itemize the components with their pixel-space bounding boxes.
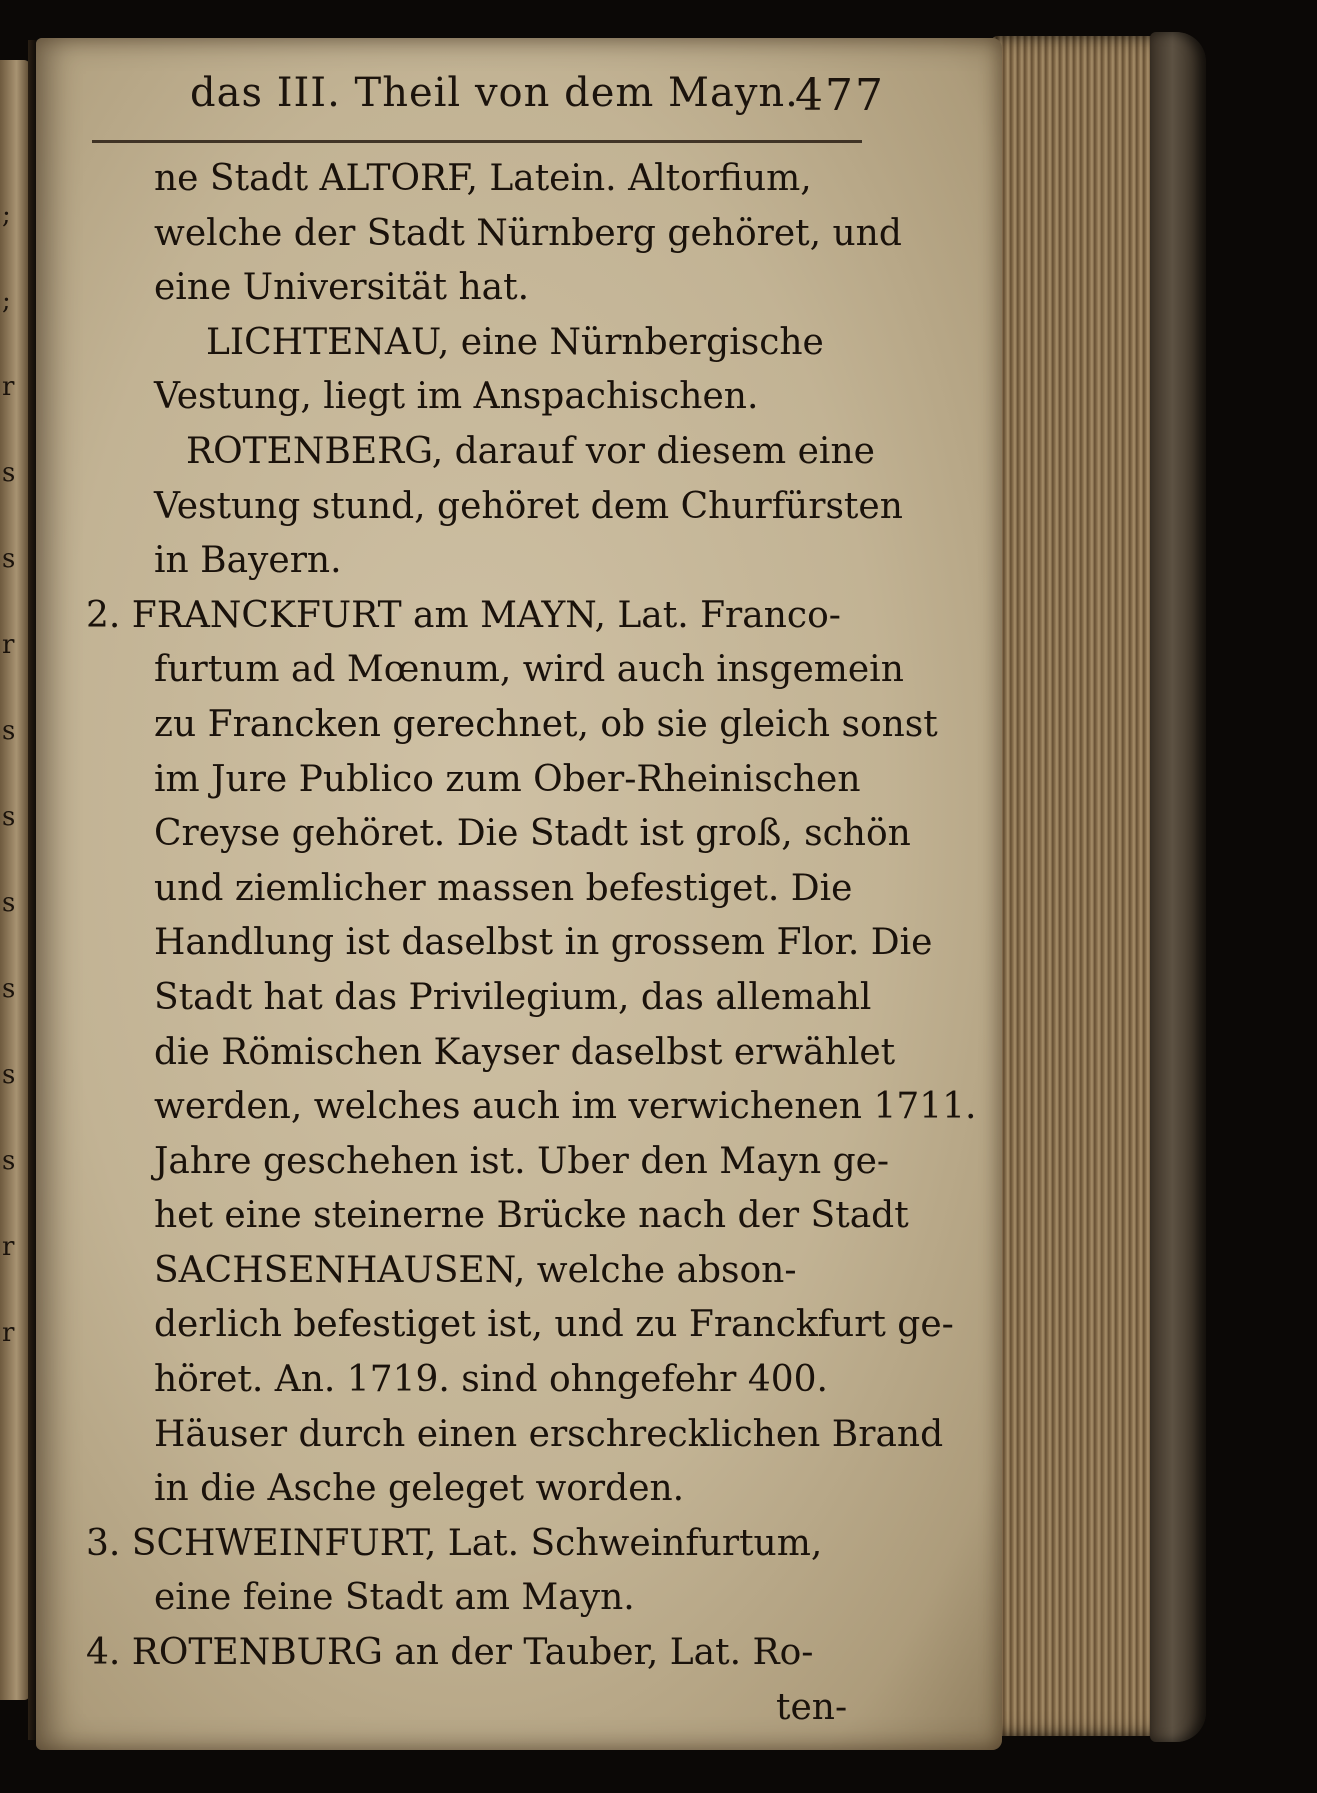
text-line: eine Universität hat. (154, 267, 530, 309)
text-line: höret. An. 1719. sind ohngefehr 400. (154, 1359, 828, 1401)
book-binding (1150, 32, 1206, 1742)
left-mark: r (2, 630, 15, 660)
text-line: ROTENBERG, darauf vor diesem eine (186, 430, 875, 472)
left-mark: ; (2, 200, 11, 230)
left-mark: r (2, 372, 15, 402)
text-line: welche der Stadt Nürnberg gehöret, und (154, 212, 902, 254)
left-mark: r (2, 1318, 15, 1348)
page-number: 477 (795, 70, 885, 121)
text-line: 4. ROTENBURG an der Tauber, Lat. Ro- (86, 1632, 814, 1674)
text-line: Jahre geschehen ist. Uber den Mayn ge- (154, 1140, 890, 1182)
left-mark: s (2, 458, 16, 488)
left-mark: s (2, 802, 16, 832)
text-line: derlich befestiget ist, und zu Franckfurt ge- (154, 1304, 954, 1346)
text-line: werden, welches auch im verwichenen 1711. (154, 1086, 977, 1128)
text-line: zu Francken gerechnet, ob sie gleich sonst (154, 703, 938, 745)
text-line: in die Asche geleget worden. (154, 1468, 685, 1510)
text-line: im Jure Publico zum Ober-Rheinischen (154, 758, 861, 800)
left-mark: ; (2, 286, 11, 316)
left-mark: s (2, 716, 16, 746)
text-line: eine feine Stadt am Mayn. (154, 1577, 635, 1619)
text-line: in Bayern. (154, 540, 342, 582)
text-line: Stadt hat das Privilegium, das allemahl (154, 976, 872, 1018)
running-head: das III. Theil von dem Mayn. (190, 70, 799, 116)
text-line: die Römischen Kayser daselbst erwählet (154, 1031, 896, 1073)
header-rule (92, 140, 862, 143)
left-mark: s (2, 1146, 16, 1176)
text-line: 2. FRANCKFURT am MAYN, Lat. Franco- (86, 594, 841, 636)
text-line: und ziemlicher massen befestiget. Die (154, 867, 853, 909)
text-line: Creyse gehöret. Die Stadt ist groß, schön (154, 813, 911, 855)
text-line: het eine steinerne Brücke nach der Stadt (154, 1195, 909, 1237)
left-mark: s (2, 974, 16, 1004)
text-line: furtum ad Mœnum, wird auch insgemein (154, 649, 904, 691)
body-text (86, 152, 977, 1735)
left-mark: s (2, 544, 16, 574)
text-line: SACHSENHAUSEN, welche abson- (154, 1249, 797, 1291)
text-line: Vestung, liegt im Anspachischen. (154, 376, 759, 418)
text-line: Handlung ist daselbst in grossem Flor. Die (154, 922, 933, 964)
text-line: 3. SCHWEINFURT, Lat. Schweinfurtum, (86, 1522, 823, 1564)
text-line: LICHTENAU, eine Nürnbergische (206, 321, 824, 363)
text-line: Vestung stund, gehöret dem Churfürsten (154, 485, 903, 527)
left-mark: r (2, 1232, 15, 1262)
left-mark: s (2, 1060, 16, 1090)
text-line: ne Stadt ALTORF, Latein. Altorfium, (154, 158, 812, 199)
left-mark: s (2, 888, 16, 918)
catchword: ten- (776, 1686, 848, 1728)
text-line: Häuser durch einen erschrecklichen Brand (154, 1413, 944, 1455)
left-page-text-fragments (2, 200, 24, 1404)
